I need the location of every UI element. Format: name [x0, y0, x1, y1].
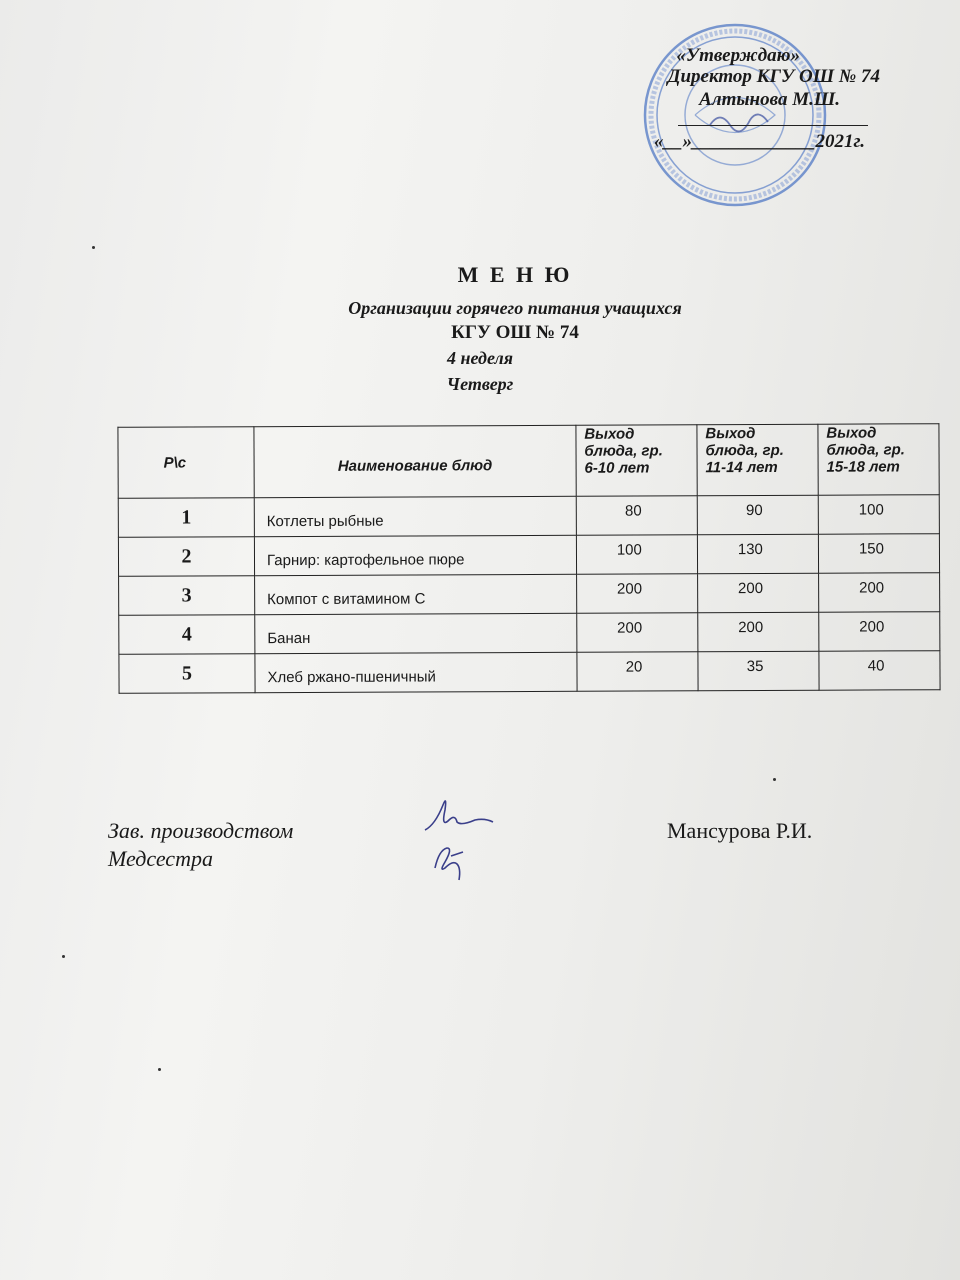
header-text: блюда, гр.	[584, 442, 663, 460]
dish-name: Компот с витамином С	[255, 574, 577, 614]
portion-15-18: 200	[818, 573, 939, 613]
portion-15-18: 100	[818, 495, 939, 535]
menu-title: М Е Н Ю	[457, 262, 573, 287]
portion-6-10: 200	[576, 574, 697, 614]
week-label: 4 неделя	[446, 348, 513, 368]
approval-director: Директор КГУ ОШ № 74	[667, 66, 880, 87]
header-text: 15-18 лет	[826, 458, 900, 476]
dish-name: Банан	[255, 613, 577, 653]
table-header-row	[118, 424, 939, 499]
header-portion-6-10	[576, 425, 697, 497]
header-text: Выход	[826, 424, 877, 442]
portion-15-18: 200	[819, 612, 940, 652]
handwritten-signatures	[415, 790, 505, 890]
portion-6-10: 200	[577, 613, 698, 653]
portion-6-10: 100	[576, 535, 697, 575]
dish-name: Гарнир: картофельное пюре	[254, 535, 576, 575]
approval-date: «__»_____________2021г.	[653, 131, 865, 152]
table-row	[119, 612, 940, 655]
school-name: КГУ ОШ № 74	[451, 322, 579, 343]
row-number: 1	[118, 498, 254, 538]
portion-15-18: 40	[819, 651, 940, 691]
row-number: 5	[119, 654, 255, 694]
role-production-manager: Зав. производством	[108, 818, 294, 843]
role-nurse: Медсестра	[108, 846, 213, 871]
menu-table	[117, 423, 940, 694]
signature-line	[678, 125, 868, 126]
portion-11-14: 35	[698, 651, 819, 691]
row-number: 3	[119, 576, 255, 616]
row-number: 4	[119, 615, 255, 655]
day-label: Четверг	[446, 374, 514, 394]
dish-name: Котлеты рыбные	[254, 496, 576, 536]
approval-signer: Алтынова М.Ш.	[699, 89, 840, 110]
header-portion-11-14	[697, 424, 818, 496]
menu-subtitle: Организации горячего питания учащихся	[348, 298, 682, 318]
portion-15-18: 150	[818, 534, 939, 574]
paper-speck	[62, 955, 65, 958]
approval-heading: «Утверждаю»	[676, 45, 800, 66]
table-row	[119, 573, 940, 616]
portion-11-14: 200	[697, 573, 818, 613]
header-text: 11-14 лет	[705, 458, 778, 477]
portion-6-10: 80	[576, 496, 697, 536]
portion-11-14: 200	[698, 612, 819, 652]
header-portion-15-18	[818, 424, 939, 496]
paper-speck	[158, 1068, 161, 1071]
table-row	[118, 495, 939, 538]
header-text: Выход	[584, 425, 635, 443]
signatory-name: Мансурова Р.И.	[667, 818, 813, 843]
dish-name: Хлеб ржано-пшеничный	[255, 652, 577, 692]
table-row	[119, 651, 940, 694]
paper-speck	[92, 246, 95, 249]
row-number: 2	[118, 537, 254, 577]
paper-speck	[773, 778, 776, 781]
portion-11-14: 90	[697, 495, 818, 535]
header-text: Выход	[705, 425, 756, 443]
table-row	[118, 534, 939, 577]
header-dish-name: Наименование блюд	[254, 425, 576, 497]
header-text: блюда, гр.	[826, 441, 905, 459]
header-text: 6-10 лет	[584, 459, 650, 477]
header-number: Р\с	[118, 427, 254, 499]
header-text: блюда, гр.	[705, 441, 784, 460]
portion-6-10: 20	[577, 652, 698, 692]
portion-11-14: 130	[697, 534, 818, 574]
